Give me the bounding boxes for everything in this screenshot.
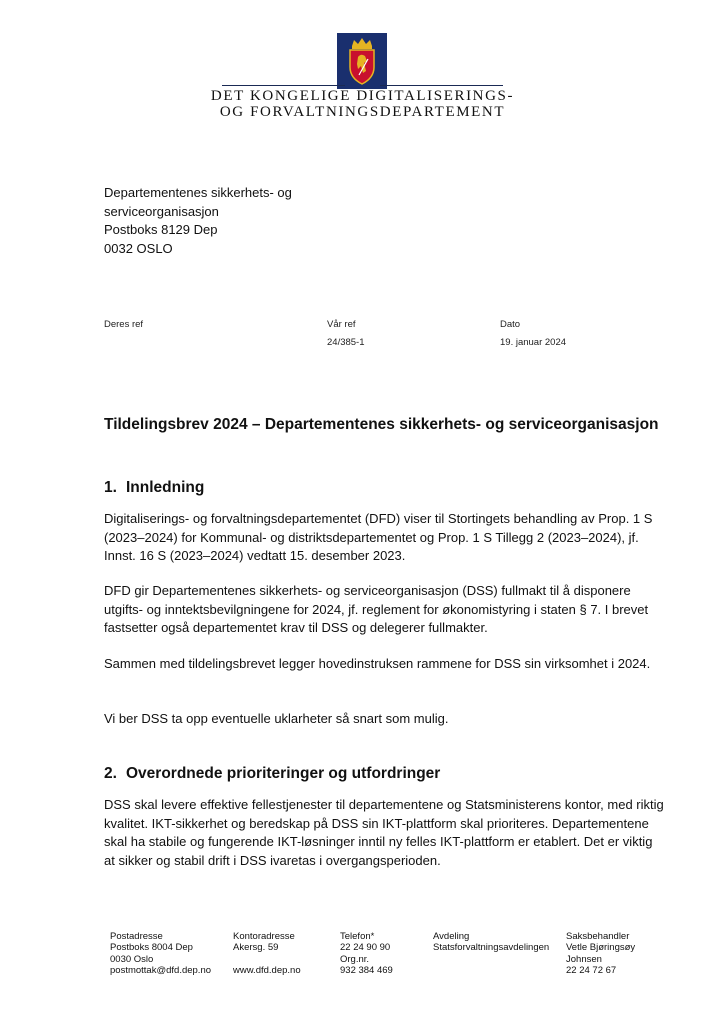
ministry-name-line2: OG FORVALTNINGSDEPARTEMENT xyxy=(219,104,506,120)
section-heading xyxy=(104,765,440,783)
footer-line: Johnsen xyxy=(566,953,602,965)
paragraph: DFD gir Departementenes sikkerhets- og serviceorganisasjon (DSS) fullmakt til å disponere utgifts- og inntektsbevilgningene for 2024, jf. reglement for økonomistyring i staten § 7. I brevet fastsetter også departementet krav til DSS og delegerer fullmakter. xyxy=(104,583,649,635)
footer-line xyxy=(233,954,301,965)
footer-website-link[interactable]: www.dfd.dep.no xyxy=(233,964,301,976)
footer-line: Postadresse xyxy=(110,931,163,942)
footer-line: 22 24 90 90 xyxy=(340,942,391,954)
footer-line: Telefon* xyxy=(340,931,375,942)
footer-line: 22 24 72 67 xyxy=(566,964,617,976)
paragraph: Sammen med tildelingsbrevet legger hovedinstruksen rammene for DSS sin virksomhet i 2024. xyxy=(104,656,651,671)
recipient-line: Departementenes sikkerhets- og xyxy=(104,185,292,200)
footer-saksbehandler xyxy=(566,931,635,976)
footer-line: Akersg. 59 xyxy=(233,942,279,954)
section-heading xyxy=(104,479,204,497)
letterhead-rule-right xyxy=(380,85,503,86)
recipient-line: Postboks 8129 Dep xyxy=(104,222,218,237)
section-number: 2. xyxy=(104,765,117,782)
dato-label: Dato xyxy=(500,319,521,330)
footer-line: Vetle Bjøringsøy xyxy=(566,942,636,954)
section-heading-text: Innledning xyxy=(126,479,205,496)
footer-email-link[interactable]: postmottak@dfd.dep.no xyxy=(110,964,212,976)
var-ref-value: 24/385-1 xyxy=(327,337,365,348)
var-ref-label: Vår ref xyxy=(327,319,356,330)
paragraph: DSS skal levere effektive fellestjenester til departementene og Statsministerens kontor, med riktig kvalitet. IKT-sikkerhet og beredskap på DSS sin IKT-plattform skal prioriteres. Departementene skal ha stabile og fungerende IKT-løsninger inntil ny felles IKT-plattform er etablert. Det er viktig at sikker og stabil drift i DSS ivaretas i overgangsperioden. xyxy=(104,797,664,868)
ministry-name-line1: DET KONGELIGE DIGITALISERINGS- xyxy=(210,88,515,104)
royal-coat-of-arms-icon xyxy=(337,33,387,89)
letter-title: Tildelingsbrev 2024 – Departementenes sikkerhets- og serviceorganisasjon xyxy=(104,416,659,433)
footer-line: Statsforvaltningsavdelingen xyxy=(433,942,550,954)
footer-line: 0030 Oslo xyxy=(110,953,154,965)
section-number: 1. xyxy=(104,479,117,496)
recipient-line: 0032 OSLO xyxy=(104,240,173,256)
paragraph: Digitaliserings- og forvaltningsdepartementet (DFD) viser til Stortingets behandling av Prop. 1 S (2023–2024) for Kommunal- og distriktsdepartementet og Prop. 1 S Tillegg 2 (2023–2024), jf. Innst. 16 S (2023–2024) vedtatt 15. desember 2023. xyxy=(104,511,653,563)
footer-line: Saksbehandler xyxy=(566,931,630,942)
footer-line: Kontoradresse xyxy=(233,931,295,942)
footer-line: Org.nr. xyxy=(340,953,370,965)
recipient-address xyxy=(104,184,292,258)
deres-ref-label: Deres ref xyxy=(104,319,144,330)
dato-value: 19. januar 2024 xyxy=(500,337,567,348)
footer-line: Avdeling xyxy=(433,931,470,942)
recipient-line: serviceorganisasjon xyxy=(104,203,219,219)
footer-postadresse xyxy=(110,931,211,976)
letterhead-rule-left xyxy=(222,85,345,86)
footer-line: 932 384 469 xyxy=(340,964,393,976)
footer-line: Postboks 8004 Dep xyxy=(110,942,193,954)
section-heading-text: Overordnede prioriteringer og utfordringer xyxy=(126,765,441,782)
footer-avdeling xyxy=(433,931,549,954)
paragraph: Vi ber DSS ta opp eventuelle uklarheter så snart som mulig. xyxy=(104,711,449,726)
footer-telefon xyxy=(340,931,393,976)
footer-kontoradresse xyxy=(233,931,301,976)
